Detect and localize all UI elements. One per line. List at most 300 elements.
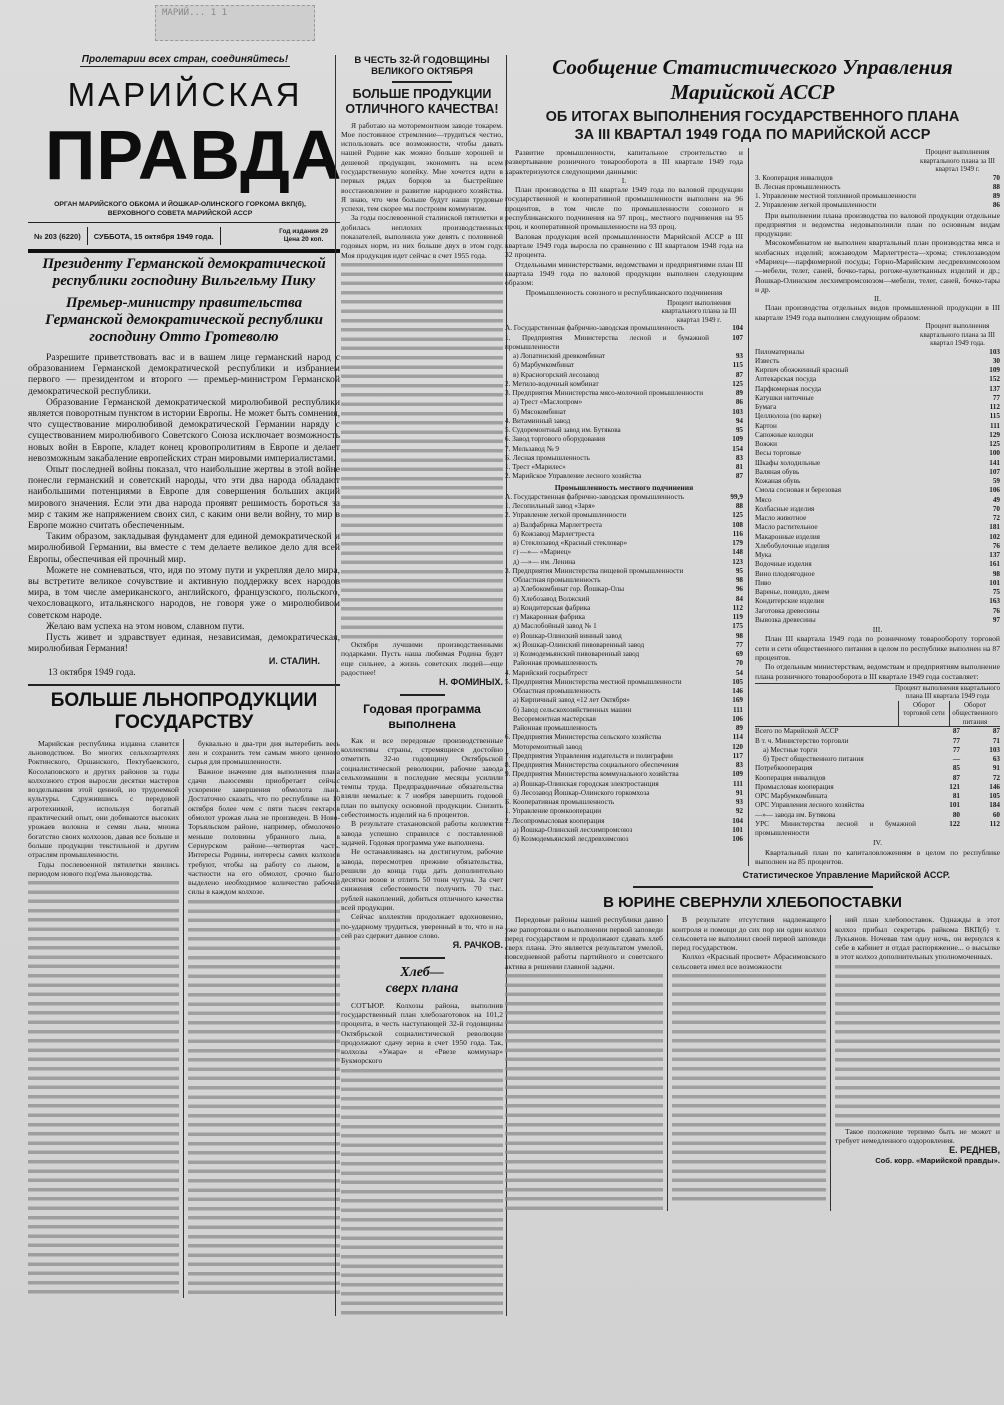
yurino-article-title: В ЮРИНЕ СВЕРНУЛИ ХЛЕБОПОСТАВКИ	[603, 894, 902, 912]
table-row	[505, 715, 743, 724]
row-label: ОРС Марбумкомбината	[755, 792, 828, 801]
row-value-catering: 146	[989, 782, 1000, 791]
yurino-article-body	[505, 915, 1000, 1211]
row-label: Сапожные колодки	[755, 430, 814, 439]
table-local-industry-continued	[755, 174, 1000, 211]
title-line: БОЛЬШЕ ЛЬНОПРОДУКЦИИ	[50, 689, 318, 711]
paragraph: По отдельным министерствам, ведомствам и предприятиям выполнение плана розничного товарооборота в III квартале 1949 года составляет:	[755, 662, 1000, 681]
row-value: 117	[732, 751, 743, 760]
paragraph: Как и все передовые производственные коллективы страны, стремящиеся достойно отметить 32-ю годовщину Октябрьской социалистической революции, рабочие завода сельхозмашин в последние месяцы усилили темпы труда. Предпраздничные обязательства взяли немалые: к 7 ноября завершить годовой план по выпуску основной продукции. Снизить себестоимость изделий на 6 процентов.	[341, 735, 503, 820]
table-row	[505, 426, 743, 435]
title-line: Хлеб—	[400, 964, 444, 980]
table-row	[505, 361, 743, 370]
row-label: Моторемонтный завод	[513, 742, 582, 751]
row-label: Целлюлоза (по варке)	[755, 412, 822, 421]
table-row	[755, 514, 1000, 523]
row-value: 103	[989, 347, 1000, 356]
row-label: б) Козмодемьянский лесдревхимсоюз	[513, 835, 629, 844]
paragraph: План III квартала 1949 года по розничному товарообороту торговой сети и сети общественного питания в целом по республике выполнен на 87 процентов.	[755, 634, 1000, 662]
row-label: 5. Предприятия Министерства местной промышленности	[505, 677, 682, 686]
row-label: Варенье, повидло, джем	[755, 588, 830, 597]
statistics-body	[505, 148, 1000, 866]
row-label: б) Мясокомбинат	[513, 407, 566, 416]
paragraph: В результате отсутствия надлежащего контроля и помощи до сих пор ни один колхоз сельсовета не выполнил своей первой заповеди перед государством.	[672, 915, 826, 953]
table-row	[755, 357, 1000, 366]
divider	[633, 886, 873, 888]
row-value: 75	[992, 588, 1000, 597]
row-label: г) —»— «Мариец»	[513, 548, 572, 557]
row-value: 116	[732, 529, 743, 538]
row-label: 1. Управление местной топливной промышленности	[755, 192, 916, 200]
table-row	[505, 696, 743, 705]
table-row	[755, 505, 1000, 514]
table-row	[505, 511, 743, 520]
yurino-col1	[505, 915, 667, 1211]
row-value-catering: 184	[989, 801, 1000, 810]
row-label: Вожжи	[755, 440, 777, 449]
row-label: Весоремонтная мастерская	[513, 714, 596, 723]
table-row	[505, 445, 743, 454]
subheading: Промышленность союзного и республиканского подчинения	[525, 288, 723, 298]
row-value: 102	[989, 532, 1000, 541]
table-row	[755, 597, 1000, 606]
flax-article-col2	[183, 739, 340, 1298]
table-row	[505, 389, 743, 398]
row-value: 96	[735, 585, 743, 594]
row-value: 54	[735, 668, 743, 677]
table-row	[755, 403, 1000, 412]
table-row	[505, 752, 743, 761]
column-header: Оборот торговой сети	[898, 701, 949, 727]
row-value: 152	[989, 375, 1000, 384]
yurino-signature-role: Соб. корр. «Марийской правды».	[875, 1156, 1000, 1166]
row-label: а) Йошкар-Олинский лесхимпромсоюз	[513, 825, 633, 834]
table-products	[755, 348, 1000, 626]
table-row	[755, 811, 1000, 820]
greeting-heading-premier: Премьер-министру правительства Германской демократической республики господину Отто Гротеволю	[45, 295, 323, 345]
row-value: 89	[992, 192, 1000, 200]
subtitle-line: ЗА III КВАРТАЛ 1949 ГОДА ПО МАРИЙСКОЙ АССР	[574, 127, 931, 143]
archive-stamp: МАРИЙ... 1 1	[155, 5, 315, 41]
table-row	[505, 585, 743, 594]
row-value-trade: 121	[949, 782, 960, 791]
paragraph: СОТЪЮР. Колхозы района, выполнив государственный план хлебозаготовок на 101,2 процента, в честь наступающей 32-й годовщины Октябрьской социалистической революции продолжают сдачу зерна в счет 1950 года. Так, колхозы «Ужара» и «Рвезе коммунар» Букморского	[341, 1000, 503, 1066]
table-row	[505, 558, 743, 567]
table-row	[505, 761, 743, 770]
paragraph: Я работаю на моторемонтном заводе токарем. Мое постоянное стремление—трудиться честно, использовать все возможности, чтобы давать нашей Родине как можно больше хорошей и дешевой продукции, экономить на всем государственную копейку. Мне хочется идти в первых рядах борцов за быстрейшее восстановление и развитие народного хозяйства. Я знаю, что чем больше будут наши трудовые успехи, тем скорее мы построим коммунизм.	[341, 120, 503, 214]
table-row	[505, 502, 743, 511]
row-label: 5. Судоремонтный завод им. Бутякова	[505, 426, 621, 434]
row-value: 77	[992, 393, 1000, 402]
table-row	[505, 632, 743, 641]
row-label: 3. Предприятия Министерства мясо-молочной промышленности	[505, 389, 704, 397]
greeting-signature: И. СТАЛИН.	[268, 656, 320, 667]
section-number: III.	[872, 625, 883, 635]
row-value-trade: 81	[952, 792, 960, 801]
row-label: 1. Лесопильный завод «Заря»	[505, 502, 596, 511]
row-label: 2. Марийское Управление лесного хозяйства	[505, 472, 642, 481]
row-value: 70	[735, 659, 743, 668]
table-row	[755, 820, 1000, 839]
row-label: Кооперация инвалидов	[755, 773, 826, 782]
masthead-title-top: МАРИЙСКАЯ	[67, 76, 303, 113]
paragraph: Пусть живет и здравствует единая, независимая, демократическая, миролюбивая Германия!	[28, 632, 340, 655]
row-value-catering: 91	[992, 764, 1000, 773]
organ-line: ВЕРХОВНОГО СОВЕТА МАРИЙСКОЙ АССР	[107, 210, 253, 217]
table-row	[505, 595, 743, 604]
table-row	[505, 380, 743, 389]
title-line: ГОСУДАРСТВУ	[114, 711, 254, 733]
row-value: 76	[992, 606, 1000, 615]
text-texture	[28, 878, 179, 1298]
table-row	[755, 348, 1000, 357]
table-row	[755, 431, 1000, 440]
row-value: 106	[989, 486, 1000, 495]
row-value: 141	[989, 458, 1000, 467]
row-label: Аптекарская посуда	[755, 375, 817, 384]
divider	[400, 957, 445, 959]
paragraph: Желаю вам успеха на этом новом, славном пути.	[46, 620, 245, 632]
row-label: В. Лесная промышленность	[755, 182, 841, 191]
annual-plan-signature: Я. РАЧКОВ.	[452, 940, 503, 951]
row-value: 93	[735, 352, 743, 360]
paragraph: Опыт последней войны показал, что наибольшие жертвы в этой войне понесли германский и советский народы, что эти два народа обладают наибольшими потенциями в Европе для совершения больших акций мирового значения. Если эти два народа проявят решимость бороться за мир с таким же напряжением своих сил, с каким они вели войну, то мир в Европе можно считать обеспеченным.	[28, 464, 340, 532]
row-value: 83	[735, 453, 743, 462]
table-row	[505, 826, 743, 835]
row-label: Кожаная обувь	[755, 477, 801, 486]
row-value: 161	[989, 560, 1000, 569]
paragraph: Образование Германской демократической миролюбивой республики является поворотным пунктом в истории Европы. Не может быть сомнения, что существование миролюбивой демократической Германии наряду с существованием миролюбивого Советского Союза исключает возможность новых войн в Европе, кладет конец кровопролитиям в Европе и делает невозможным закабаление европейских стран мировыми империалистами.	[28, 396, 340, 464]
row-label: б) Завод сельскохозяйственных машин	[513, 705, 632, 714]
row-label: 2. Лесопромысловая кооперация	[505, 816, 605, 825]
row-label: Областная промышленность	[513, 687, 601, 696]
table-row	[755, 422, 1000, 431]
row-label: Кирпич обожженный красный	[755, 366, 849, 375]
paragraph: При выполнении плана производства по валовой продукции отдельные предприятия и ведомства недовыполнили план по основным видам продукции:	[755, 210, 1000, 239]
text-texture	[505, 971, 663, 1211]
row-value: 106	[732, 714, 743, 723]
row-label: 3. Кооперация инвалидов	[755, 173, 833, 182]
row-value: 125	[732, 511, 743, 520]
row-label: б) Марбумкомбинат	[513, 361, 575, 370]
row-label: 7. Предприятия Управления издательств и полиграфии	[505, 751, 673, 760]
row-label: 6. Предприятия Министерства сельского хозяйства	[505, 733, 662, 742]
row-label: В т. ч. Министерство торговли	[755, 736, 849, 745]
table-row	[505, 669, 743, 678]
row-value-catering: 71	[992, 736, 1000, 745]
paragraph: Важное значение для выполнения плана сдачи льносемян приобретает сейчас ускорение завершения обмолота льна. Достаточно сказать, что по республике на 10 октября более чем с пяти тысяч гектаров обмолот урожая льна не произведен. В Ново-Торъяльском районе, например, обмолочено меньше половины убранного льна, в Сернурском районе—четвертая часть. Интересы Родины, интересы самих колхозов требуют, чтобы на работу со льном, в частности на его обмолот, срочно было выделено необходимое количество рабочей силы в каждом колхозе.	[188, 766, 340, 897]
row-label: А. Государственная фабрично-заводская промышленность	[505, 324, 684, 333]
row-value: 120	[732, 742, 743, 751]
row-value: 181	[989, 523, 1000, 532]
row-value: 72	[992, 514, 1000, 523]
row-value-catering: 63	[992, 755, 1000, 764]
row-label: Б. Лесная промышленность	[505, 453, 590, 462]
row-value-trade: 77	[952, 745, 960, 754]
row-value: 169	[732, 696, 743, 705]
row-value: 98	[735, 576, 743, 585]
table-row	[755, 440, 1000, 449]
yurino-col3	[830, 915, 1000, 1211]
row-value: 59	[992, 477, 1000, 486]
table-row	[505, 733, 743, 742]
table-row	[505, 789, 743, 798]
table-row	[505, 454, 743, 463]
year-of-publication: Год издания 29	[279, 228, 328, 235]
table-row	[755, 375, 1000, 384]
row-label: Масло растительное	[755, 523, 818, 532]
row-value: 98	[735, 631, 743, 640]
table-row	[755, 174, 1000, 183]
table-row	[505, 659, 743, 668]
table-row	[755, 183, 1000, 192]
divider	[400, 694, 445, 696]
row-value: 109	[732, 770, 743, 779]
table-row	[755, 746, 1000, 755]
table-row	[505, 613, 743, 622]
row-value: 108	[732, 520, 743, 529]
paragraph: Колхоз «Красный просвет» Абрасимовского сельсовета имел все возможности	[672, 952, 826, 971]
table-row	[505, 807, 743, 816]
table-row	[505, 770, 743, 779]
row-value-trade: —	[952, 755, 960, 764]
table-row	[505, 817, 743, 826]
table-row	[755, 477, 1000, 486]
row-label: Весы торговые	[755, 449, 801, 458]
paragraph: Не останавливаясь на достигнутом, рабочие завода, пересмотрев прежние обязательства, решили до конца года дать дополнительно десятки возов и отлить 50 тонн чугуна. За счет снижения себестоимости получить 70 тыс. рублей накоплений, добиться отличного качества всей продукции.	[341, 847, 503, 912]
paragraph: За годы послевоенной сталинской пятилетки я добилась неплохих производственных показателей, выполнила уже девять с половиной годовых норм, из них больше двух в этом году. Моя продукция идет сейчас в счет 1955 года.	[341, 213, 503, 260]
table-row	[505, 408, 743, 417]
row-label: з) Козмодемьянский пивоваренный завод	[513, 650, 640, 659]
table-row	[505, 798, 743, 807]
row-value-trade: 87	[952, 727, 960, 736]
table-row	[755, 533, 1000, 542]
row-label: 6. Завод торгового оборудования	[505, 435, 606, 444]
row-value: 49	[992, 495, 1000, 504]
paragraph: Сейчас коллектив продолжает вдохновенно, по-ударному трудиться, уверенный в то, что и на сей раз сдержит данное слово.	[341, 912, 503, 940]
row-value: 179	[732, 539, 743, 548]
row-label: е) Йошкар-Олинский винный завод	[513, 631, 622, 640]
row-label: а) Хлебокомбинат гор. Йошкар-Олы	[513, 585, 625, 594]
paragraph: Развитие промышленности, капитальное строительство и развертывание розничного товарооборота в III квартале 1949 года характеризуются следующими данными:	[505, 148, 743, 176]
row-value: 95	[735, 426, 743, 434]
row-label: а) Лопатинский древкомбинат	[513, 352, 605, 360]
table-row	[505, 780, 743, 789]
row-value-catering: 87	[992, 727, 1000, 736]
table-row	[755, 727, 1000, 736]
table-row	[755, 496, 1000, 505]
row-value: 107	[989, 467, 1000, 476]
row-label: 9. Предприятия Министерства коммунального хозяйства	[505, 770, 679, 779]
issue-bar	[28, 222, 340, 253]
table-row	[755, 551, 1000, 560]
paragraph: В результате стахановской работы коллектив завода успешно справился с поставленной задачей. Годовая программа уже выполнена.	[341, 819, 503, 847]
flax-article-col1	[28, 739, 183, 1298]
row-label: 2. Метило-водочный комбинат	[505, 379, 599, 388]
row-label: —»— завода им. Бутякова	[755, 810, 836, 819]
statistics-signature: Статистическое Управление Марийской АССР.	[742, 870, 950, 881]
quality-article-body	[341, 121, 503, 689]
row-value: 76	[992, 541, 1000, 550]
row-value: 99,9	[730, 492, 743, 501]
paragraph: Такое положение терпимо быть не может и требует немедленного оздоровления.	[835, 1126, 1000, 1146]
row-label: Картон	[755, 421, 777, 430]
table-row	[755, 792, 1000, 801]
text-texture	[672, 971, 826, 1206]
row-label: в) Красногорский лесозавод	[513, 370, 600, 379]
table-row	[755, 486, 1000, 495]
paragraph: План производства в III квартале 1949 года по валовой продукции государственной и кооперативной промышленности выполнен на 96 процентов, в том числе по промышленности союзного и республиканского подчинения на 97 проц., местного подчинения на 95 проц. и кооперативной промышленности на 93 проц.	[505, 185, 743, 232]
row-label: Б. Кооперативная промышленность	[505, 798, 615, 807]
row-value: 93	[735, 798, 743, 807]
row-value: 95	[735, 566, 743, 575]
table-row	[505, 352, 743, 361]
table-row	[505, 687, 743, 696]
anniversary-kicker: В ЧЕСТЬ 32-Й ГОДОВЩИНЫ ВЕЛИКОГО ОКТЯБРЯ	[354, 55, 490, 77]
table-row	[755, 737, 1000, 746]
yurino-signature: Е. РЕДНЕВ,	[949, 1145, 1000, 1156]
row-value-trade: 87	[952, 773, 960, 782]
row-value: 86	[992, 201, 1000, 210]
row-value: 109	[732, 435, 743, 444]
row-label: ж) Йошкар-Олинский пивоваренный завод	[513, 640, 645, 649]
table-row	[505, 530, 743, 539]
yurino-col2	[667, 915, 830, 1211]
row-value: 88	[735, 502, 743, 511]
row-label: Заготовка древесины	[755, 606, 820, 615]
row-value: 97	[992, 615, 1000, 624]
middle-column	[335, 55, 507, 1316]
row-value: 100	[989, 449, 1000, 458]
column-header: Процент выполнения квартального плана за III квартал 1949 г.	[661, 298, 737, 324]
statistics-col1	[505, 148, 748, 866]
paragraph: Мясокомбинатом не выполнен квартальный план производства мяса и колбасных изделий; кожзаводом Марлегтреста—хрома; стеклозаводом «Мариец»—парфюмерной посуды; Горно-Марийским лесдревхимсоюзом—мебели, телег, саней, бочко-тары, рогоже-кулетканных изделий и др.; Йошкар-Олинским лесхимпромсоюзом—мебели, телег, саней, бочко-тары и др.	[755, 238, 1000, 294]
row-label: 8. Предприятия Министерства социального обеспечения	[505, 761, 679, 770]
left-column	[28, 256, 340, 1298]
row-label: Известь	[755, 356, 780, 365]
row-value: 92	[735, 807, 743, 816]
row-label: д) —»— им. Ленина	[513, 557, 576, 566]
row-value: 137	[989, 384, 1000, 393]
statistics-title: Сообщение Статистического Управления Марийской АССР	[552, 55, 953, 104]
row-value: 112	[732, 603, 743, 612]
masthead-title-bottom: ПРАВДА	[45, 116, 343, 194]
row-value: 84	[735, 594, 743, 603]
row-value: 87	[735, 370, 743, 379]
row-label: Валяная обувь	[755, 467, 800, 476]
row-label: Катушки ниточные	[755, 393, 814, 402]
row-label: Вывозка древесины	[755, 615, 816, 624]
row-value-trade: 77	[952, 736, 960, 745]
table-row	[505, 641, 743, 650]
table-row	[505, 678, 743, 687]
flax-article-body	[28, 739, 340, 1298]
row-label: Парфюмерная посуда	[755, 384, 822, 393]
table-row	[505, 622, 743, 631]
row-value-catering: 103	[989, 745, 1000, 754]
column-header: Процент выполнения квартального плана за III квартал 1949 г.	[920, 148, 995, 173]
table-row	[755, 570, 1000, 579]
row-label: Кондитерские изделия	[755, 597, 824, 606]
table-row	[505, 398, 743, 407]
row-label: Шкафы холодильные	[755, 458, 821, 467]
text-texture	[188, 897, 340, 1297]
row-value: 89	[735, 389, 743, 397]
statistics-col2	[748, 148, 1000, 866]
text-texture	[835, 962, 1000, 1127]
issue-number: № 203 (6220)	[34, 231, 81, 241]
row-label: Смола сосновая и березовая	[755, 486, 842, 495]
row-value: 98	[992, 569, 1000, 578]
table-row	[755, 579, 1000, 588]
row-value: 111	[990, 421, 1000, 430]
row-label: 1. Трест «Марилес»	[505, 463, 566, 471]
paragraph: ний план хлебопоставок. Однажды в этот колхоз прибыл секретарь райкома ВКП(б) т. Лукьянов. Ночевав там одну ночь, он вернулся к себе в кабинет и отдал распоряжение... о высылке в этот колхоз дополнительных уполномоченных.	[835, 915, 1000, 962]
paragraph: Можете не сомневаться, что, идя по этому пути и укрепляя дело мира, вы встретите великое сочувствие и активную поддержку всех народов мира, в том числе американского, английского, французского, польского, чехословацкого, итальянского народов, не говоря уже о миролюбивом советском народе.	[28, 564, 340, 621]
table-row	[505, 493, 743, 502]
masthead-slogan: Пролетарии всех стран, соединяйтесь!	[81, 54, 289, 65]
row-value-trade: 122	[949, 819, 960, 828]
row-label: Областная промышленность	[513, 576, 601, 585]
section-number: I.	[621, 175, 627, 185]
table-row	[505, 604, 743, 613]
row-value: 111	[733, 779, 743, 788]
paragraph: Отдельными министерствами, ведомствами и предприятиями план III квартала 1949 года по валовой продукции выполнен следующим образом:	[505, 259, 743, 288]
row-value: 77	[735, 640, 743, 649]
table-row	[505, 548, 743, 557]
column-header: Процент выполнения квартального плана III квартала 1949 года	[895, 683, 1001, 701]
row-label: Вино плодоягодное	[755, 569, 815, 578]
greeting-letter	[28, 352, 340, 679]
table-row	[505, 371, 743, 380]
paragraph: Разрешите приветствовать вас и в вашем лице германский народ с образованием Германской демократической республики и избранием первого — президентом и второго — премьер-министром Германской демократической республики.	[28, 352, 340, 397]
paragraph: Марийская республика издавна славится льноводством. Во многих сельхозартелях Роктинского, Оршанского, Пектубаевского, Косолаповского и других районов за годы колхозного строя выросли десятки мастеров возделывания этой ценной, но трудоемкой культуры. Сдружившись с передовой агротехникой, используя богатый практический опыт, они добиваются высоких урожаев волокна и семян льна, множа богатство своих колхозов, давая все больше и больше продукции текстильной и другим отраслям промышленности.	[28, 738, 179, 860]
table-row	[505, 835, 743, 844]
row-label: д) Маслобойный завод № 1	[513, 622, 597, 631]
row-value: 88	[992, 182, 1000, 191]
row-value: 70	[992, 173, 1000, 182]
table-retail	[755, 727, 1000, 838]
row-value-trade: 80	[952, 810, 960, 819]
title-line: сверх плана	[385, 980, 459, 996]
table-row	[755, 542, 1000, 551]
row-value: 104	[732, 324, 743, 333]
greeting-heading-president: Президенту Германской демократической республики господину Вильгельму Пику	[42, 256, 326, 289]
row-label: А. Государственная фабрично-заводская промышленность	[505, 492, 684, 501]
row-value: 163	[989, 597, 1000, 606]
divider	[28, 684, 340, 686]
row-value: 69	[735, 650, 743, 659]
row-value: 87	[735, 472, 743, 481]
row-label: Бумага	[755, 403, 777, 412]
table-row	[505, 334, 743, 353]
annual-plan-body	[341, 736, 503, 952]
table-row	[755, 588, 1000, 597]
section-number: II.	[874, 294, 881, 304]
right-column	[505, 55, 1000, 1211]
row-value: 146	[732, 687, 743, 696]
row-value: 89	[735, 724, 743, 733]
row-label: Водочные изделия	[755, 560, 812, 569]
table-row	[755, 774, 1000, 783]
row-value: 148	[732, 548, 743, 557]
row-value: 30	[992, 356, 1000, 365]
table-row	[755, 764, 1000, 773]
row-value-trade: 101	[949, 801, 960, 810]
table-row	[755, 459, 1000, 468]
row-label: б) Кожзавод Марлегтреста	[513, 529, 595, 538]
subheading: Промышленность местного подчинения	[554, 482, 694, 492]
